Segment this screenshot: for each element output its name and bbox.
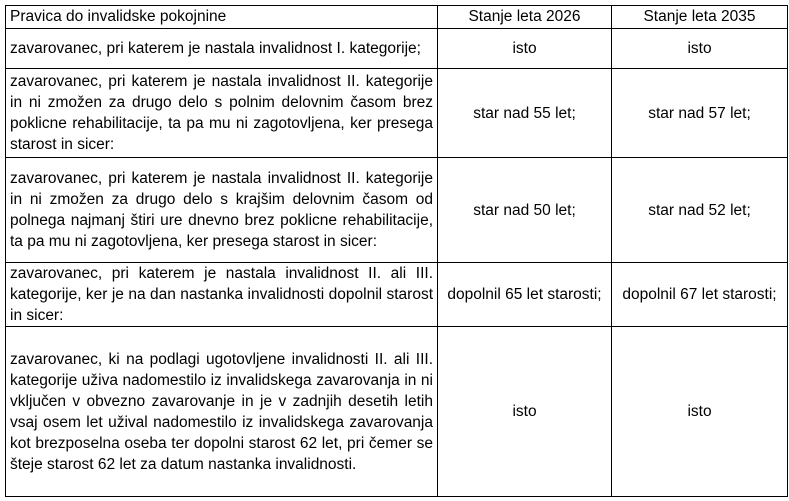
pension-table xyxy=(5,5,788,497)
row-description: zavarovanec, pri katerem je nastala invalidnost II. ali III. kategorije, ker je na dan nastanka invalidnosti dopolnil starost in sicer: xyxy=(6,263,438,327)
table-row xyxy=(6,327,788,497)
header-2035: Stanje leta 2035 xyxy=(612,6,788,29)
header-2026: Stanje leta 2026 xyxy=(438,6,612,29)
row-description: zavarovanec, pri katerem je nastala invalidnost II. kategorije in ni zmožen za drugo delo s krajšim delovnim časom od polnega najmanj štiri ure dnevno brez poklicne rehabilitacije, ta pa mu ni zagotovljena, ker presega starost in sicer: xyxy=(6,158,438,263)
row-value-2026: isto xyxy=(438,29,612,69)
table-row xyxy=(6,263,788,327)
row-value-2026: isto xyxy=(438,327,612,497)
row-description: zavarovanec, pri katerem je nastala invalidnost I. kategorije; xyxy=(6,29,438,69)
table-header xyxy=(6,6,788,29)
row-value-2026: dopolnil 65 let starosti; xyxy=(438,263,612,327)
row-value-2035: star nad 57 let; xyxy=(612,69,788,158)
header-right: Pravica do invalidske pokojnine xyxy=(6,6,438,29)
table-row xyxy=(6,158,788,263)
row-value-2035: star nad 52 let; xyxy=(612,158,788,263)
table-row xyxy=(6,69,788,158)
row-value-2026: star nad 55 let; xyxy=(438,69,612,158)
row-value-2035: isto xyxy=(612,29,788,69)
row-value-2035: isto xyxy=(612,327,788,497)
table-row xyxy=(6,29,788,69)
row-value-2035: dopolnil 67 let starosti; xyxy=(612,263,788,327)
row-value-2026: star nad 50 let; xyxy=(438,158,612,263)
row-description: zavarovanec, pri katerem je nastala invalidnost II. kategorije in ni zmožen za drugo delo s polnim delovnim časom brez poklicne rehabilitacije, ta pa mu ni zagotovljena, ker presega starost in sicer: xyxy=(6,69,438,158)
row-description: zavarovanec, ki na podlagi ugotovljene invalidnosti II. ali III. kategorije uživa nadomestilo iz invalidskega zavarovanja in ni vključen v obvezno zavarovanje in je v zadnjih desetih letih vsaj osem let užival nadomestilo iz invalidskega zavarovanja kot brezposelna oseba ter dopolni starost 62 let, pri čemer se šteje starost 62 let za datum nastanka invalidnosti. xyxy=(6,327,438,497)
